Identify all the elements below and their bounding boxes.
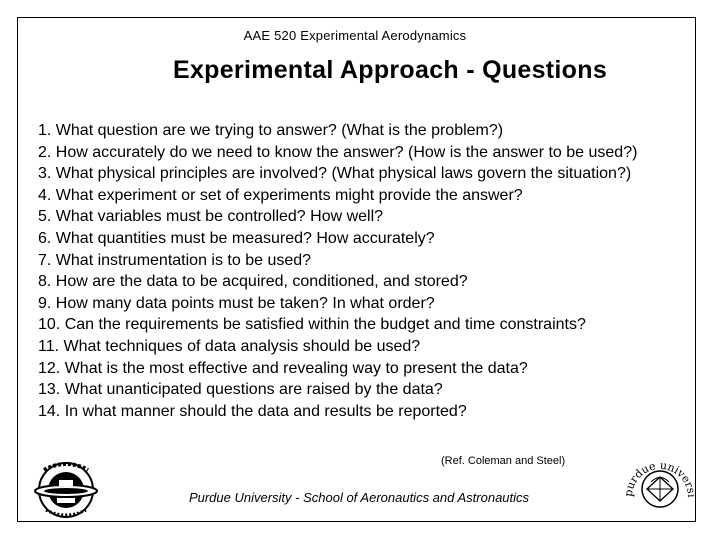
question-item: 7. What instrumentation is to be used? — [38, 251, 312, 269]
purdue-seal-left-logo — [32, 458, 100, 525]
slide-title: Experimental Approach - Questions — [172, 56, 608, 84]
question-item: 8. How are the data to be acquired, conditioned, and stored? — [38, 273, 468, 291]
question-item: 5. What variables must be controlled? How well? — [38, 208, 384, 226]
question-item: 2. How accurately do we need to know the answer? (How is the answer to be used?) — [38, 143, 638, 161]
question-item: 14. In what manner should the data and results be reported? — [38, 402, 467, 420]
svg-text:purdue university: purdue universi — [621, 458, 699, 498]
course-header: AAE 520 Experimental Aerodynamics — [243, 28, 467, 43]
reference-note: (Ref. Coleman and Steel) — [441, 455, 566, 467]
question-item: 12. What is the most effective and revealing way to present the data? — [38, 359, 528, 377]
question-list — [38, 120, 718, 422]
question-item: 13. What unanticipated questions are raised by the data? — [38, 381, 443, 399]
question-item: 10. Can the requirements be satisfied within the budget and time constraints? — [38, 316, 586, 334]
question-item: 4. What experiment or set of experiments might provide the answer? — [38, 186, 523, 204]
question-item: 1. What question are we trying to answer? (What is the problem?) — [38, 122, 504, 139]
question-item: 11. What techniques of data analysis should be used? — [38, 337, 421, 355]
purdue-seal-right-logo — [620, 447, 700, 522]
question-item: 6. What quantities must be measured? How accurately? — [38, 229, 435, 247]
footer-text: Purdue University - School of Aeronautics and Astronautics — [188, 490, 530, 505]
question-item: 9. How many data points must be taken? In what order? — [38, 294, 435, 312]
question-item: 3. What physical principles are involved? (What physical laws govern the situation?) — [38, 165, 632, 183]
